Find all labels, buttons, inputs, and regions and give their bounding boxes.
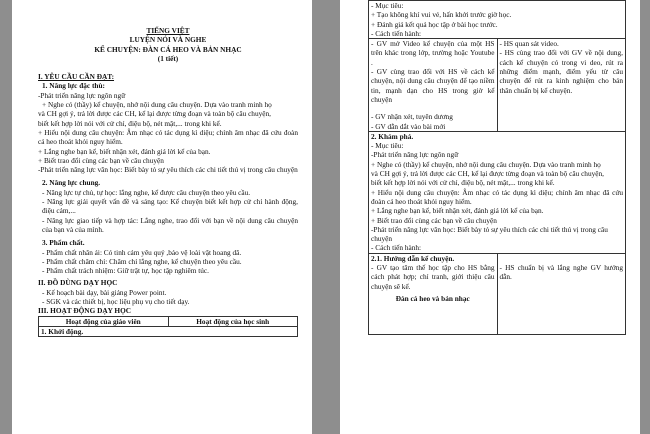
paragraph: - Mục tiêu: <box>371 1 404 10</box>
paragraph: - Cách tiến hành: <box>371 243 422 253</box>
section-heading-activities: III. HOẠT ĐỘNG DẠY HỌC <box>38 306 132 316</box>
table-cell <box>369 253 498 334</box>
section-heading-explore: 2. Khám phá. <box>371 131 414 141</box>
paragraph: - Năng lực giao tiếp và hợp tác: Lắng nghe, trao đổi với bạn về nội dung câu chuyện của bạn và của mình. <box>42 215 298 234</box>
subheading-specific-competence: 1. Năng lực đặc thù: <box>42 81 105 91</box>
paragraph: - GV tạo tâm thế học tập cho HS bằng cách phát hợp; chỉ tranh, giới thiệu câu chuyện sẽ kể. <box>371 263 495 291</box>
paragraph: + Biết trao đổi cùng các bạn về câu chuyện <box>38 155 164 165</box>
paragraph: và CH gợi ý, trả lời được các CH, kể lại được từng đoạn và toàn bộ câu chuyện, <box>38 109 271 119</box>
table-cell <box>497 253 626 334</box>
lesson-duration: (1 tiết) <box>157 53 179 63</box>
table-cell <box>497 39 626 132</box>
activity-table <box>38 316 298 338</box>
paragraph: biết kết hợp lời nói với cử chỉ, điệu bộ, nét mặt,... trong khi kể. <box>371 178 555 188</box>
paragraph: biết kết hợp lời nói với cử chỉ, điệu bộ, nét mặt,... trong khi kể. <box>38 118 222 128</box>
table-row <box>369 131 626 253</box>
paragraph: -Phát triển năng lực ngôn ngữ <box>371 150 459 160</box>
paragraph: + Hiểu nội dung câu chuyện: Âm nhạc có tác dụng kì diệu; chính âm nhạc đã cứu đoàn cá heo thoát khỏi nguy hiểm. <box>371 187 623 206</box>
subheading-qualities: 3. Phẩm chất. <box>42 238 85 248</box>
paragraph: + Biết trao đổi cùng các bạn về câu chuyện <box>371 215 497 225</box>
table-cell <box>369 39 498 132</box>
paragraph: - Phẩm chất nhân ái: Có tinh cảm yêu quý ,bảo vệ loài vật hoang dã. <box>42 247 242 257</box>
story-title: Đàn cá heo và bản nhạc <box>395 293 470 303</box>
paragraph: - GV cùng trao đổi với HS về cách kể chuyện, nội dung câu chuyện để tạo niềm tin, mạnh dạn cho HS trong giờ kể chuyện <box>371 67 495 104</box>
paragraph: - Kế hoạch bài dạy, bài giảng Power point. <box>42 287 167 297</box>
paragraph: - Phẩm chất chăm chỉ: Chăm chỉ lắng nghe, kể chuyện theo yêu cầu. <box>42 256 242 266</box>
paragraph: + Nghe có (thầy) kể chuyện, nhớ nội dung câu chuyện. Dựa vào tranh minh họ <box>371 159 601 169</box>
paragraph: - HS quan sát video. <box>499 39 559 49</box>
paragraph: - GV nhận xét, tuyên dương <box>371 112 453 122</box>
table-row <box>369 1 626 39</box>
paragraph: + Tạo không khí vui vẻ, hấn khởi trước giờ học. <box>371 10 512 20</box>
paragraph: - Năng lực tự chủ, tự học: lắng nghe, kể được câu chuyện theo yêu cầu. <box>42 187 251 197</box>
table-cell <box>369 1 626 39</box>
activity-table-continued <box>368 0 626 335</box>
paragraph: - HS chuẩn bị và lắng nghe GV hướng dẫn. <box>499 262 623 282</box>
paragraph: -Phát triển năng lực ngôn ngữ <box>38 90 126 100</box>
paragraph: - GV dẫn dắt vào bài mới <box>371 121 446 131</box>
paragraph: + Hiểu nội dung câu chuyện: Âm nhạc có tác dụng kì diệu; chính âm nhạc đã cứu đoàn cá heo thoát khỏi nguy hiểm. <box>38 127 298 147</box>
lesson-type: LUYỆN NÓI VÀ NGHE <box>129 35 207 45</box>
paragraph: - Năng lực giải quyết vấn đề và sáng tạo: Kể chuyện biết kết hợp cử chỉ hành động, điệu cảm,... <box>42 197 298 216</box>
paragraph: - Mục tiêu: <box>371 141 404 151</box>
right-page <box>340 0 640 434</box>
paragraph: - Phẩm chất trách nhiệm: Giữ trật tự, học tập nghiêm túc. <box>42 266 209 276</box>
paragraph: và CH gợi ý, trả lời được các CH, kể lại được từng đoạn và toàn bộ câu chuyện, <box>371 169 604 179</box>
section-heading-requirements: I. YÊU CẦU CẦN ĐẠT: <box>38 72 115 82</box>
paragraph: - Cách tiến hành: <box>371 28 422 38</box>
subheading-story-guide: 2.1. Hướng dẫn kể chuyện. <box>371 253 455 263</box>
paragraph: + Đánh giá kết quả học tập ở bài học trước. <box>371 19 498 29</box>
table-row <box>369 39 626 132</box>
left-page <box>12 0 312 434</box>
subheading-general-competence: 2. Năng lực chung. <box>42 178 101 188</box>
table-cell <box>369 131 626 253</box>
paragraph: + Nghe có (thầy) kể chuyện, nhớ nội dung câu chuyện. Dựa vào tranh minh họ <box>42 100 272 110</box>
column-header-student: Hoạt động của học sinh <box>168 316 298 326</box>
paragraph: - SGK và các thiết bị, học liệu phụ vụ cho tiết dạy. <box>42 297 190 307</box>
table-row <box>369 253 626 334</box>
paragraph: -Phát triển năng lực văn học: Biết bày tỏ sự yêu thích các chi tiết thú vị trong câu chuyện <box>371 224 608 244</box>
paragraph: + Lắng nghe bạn kể, biết nhận xét, đánh giá lời kể của bạn. <box>371 206 544 216</box>
column-header-teacher: Hoạt động của giáo viên <box>39 316 169 326</box>
paragraph: -Phát triển năng lực văn học: Biết bày tỏ sự yêu thích các chi tiết thú vị trong câu chuyện <box>38 165 298 175</box>
table-row: 1. Khởi động. <box>39 326 298 336</box>
paragraph: + Lắng nghe bạn kể, biết nhận xét, đánh giá lời kể của bạn. <box>38 146 211 156</box>
paragraph: - HS cùng trao đổi với GV về nội dung, cách kể chuyện có trong vi deo, rút ra những điểm mạnh, điểm yếu từ câu chuyện để rút ra kinh nghiệm cho bản thân chuẩn bị kể chuyện. <box>499 48 623 95</box>
section-heading-materials: II. ĐỒ DÙNG DẠY HỌC <box>38 278 118 288</box>
subject-title: TIẾNG VIỆT <box>146 26 190 35</box>
lesson-title: KỂ CHUYỆN: ĐÀN CÁ HEO VÀ BẢN NHẠC <box>94 44 242 54</box>
paragraph: - GV mở Video kể chuyện của một HS trên khác trong lớp, trường hoặc Youtube . <box>371 39 495 67</box>
